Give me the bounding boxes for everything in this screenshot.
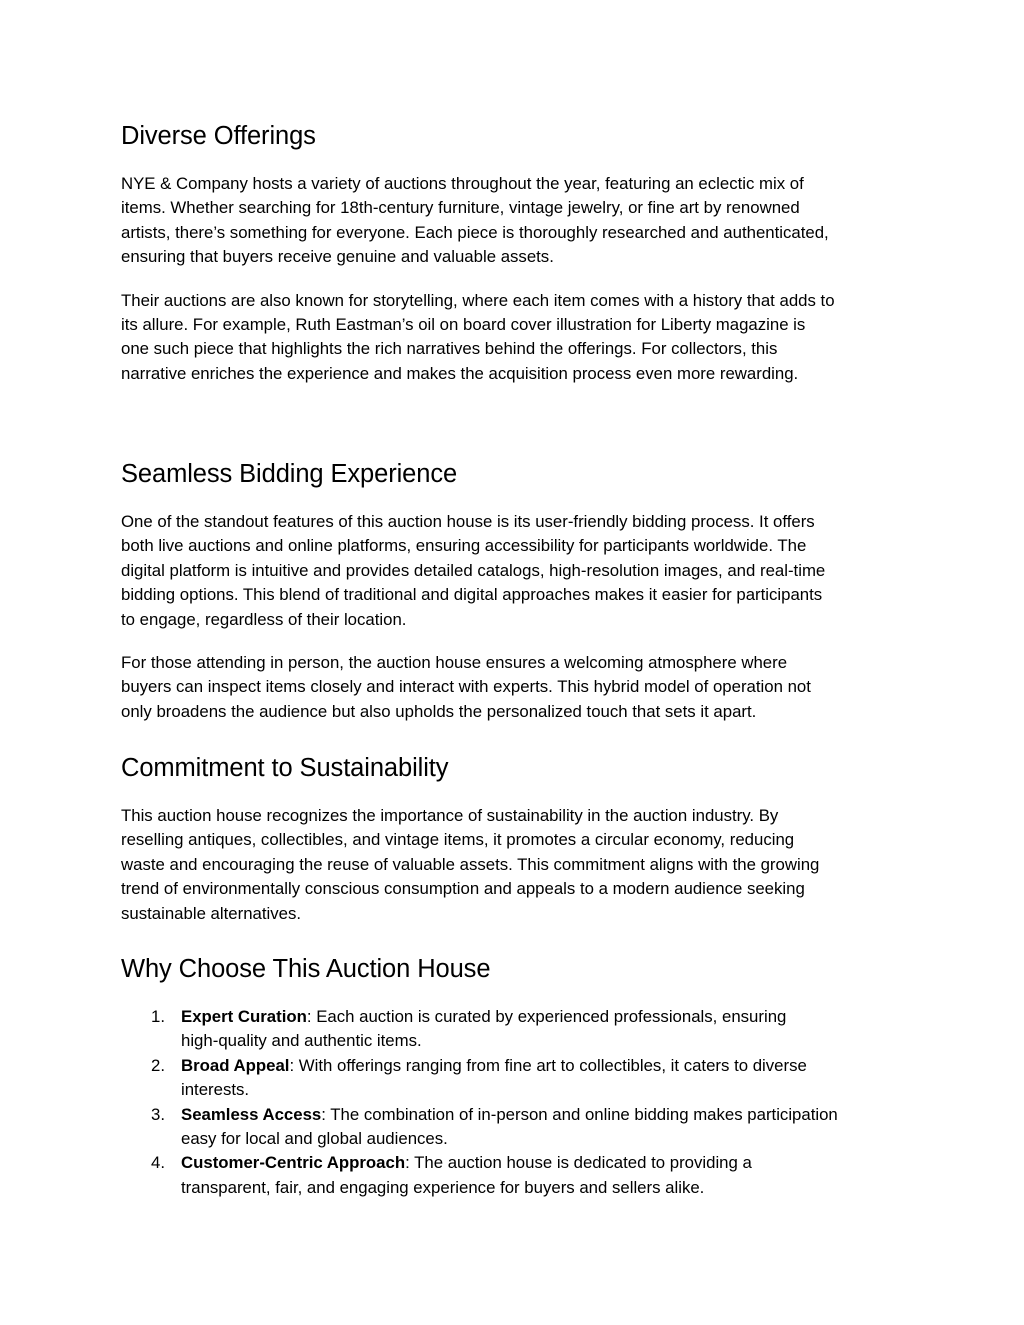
text-line: its allure. For example, Ruth Eastman’s oil on board cover illustration for Liberty magazine is bbox=[121, 315, 806, 335]
list-text: interests. bbox=[181, 1080, 250, 1100]
text-line: one such piece that highlights the rich narratives behind the offerings. For collectors, this bbox=[121, 339, 778, 359]
text-line: buyers can inspect items closely and interact with experts. This hybrid model of operation not bbox=[121, 677, 811, 697]
paragraph bbox=[121, 510, 911, 632]
list-number: 1. bbox=[151, 1007, 165, 1026]
text-line: sustainable alternatives. bbox=[121, 903, 302, 923]
list-number: 2. bbox=[151, 1055, 165, 1075]
section-diverse-offerings bbox=[121, 121, 911, 386]
text-line: digital platform is intuitive and provides detailed catalogs, high-resolution images, and real-time bbox=[121, 560, 826, 580]
list-text: high-quality and authentic items. bbox=[181, 1031, 422, 1051]
list-term: Broad Appeal bbox=[181, 1055, 290, 1075]
reasons-list bbox=[121, 1005, 911, 1200]
list-term: Seamless Access bbox=[181, 1104, 322, 1124]
list-text: : With offerings ranging from fine art to collectibles, it caters to diverse bbox=[289, 1055, 807, 1075]
list-text: : Each auction is curated by experienced professionals, ensuring bbox=[306, 1007, 787, 1026]
list-text: transparent, fair, and engaging experience for buyers and sellers alike. bbox=[181, 1177, 705, 1197]
text-line: reselling antiques, collectibles, and vintage items, it promotes a circular economy, reducing bbox=[121, 830, 795, 850]
list-item bbox=[121, 1005, 911, 1054]
list-number: 4. bbox=[151, 1153, 165, 1173]
paragraph bbox=[121, 172, 911, 270]
list-text: easy for local and global audiences. bbox=[181, 1129, 448, 1149]
text-line: bidding options. This blend of traditional and digital approaches makes it easier for participants bbox=[121, 585, 823, 605]
paragraph bbox=[121, 651, 911, 724]
section-heading: Why Choose This Auction House bbox=[121, 955, 491, 983]
section-heading: Seamless Bidding Experience bbox=[121, 460, 458, 488]
list-term: Expert Curation bbox=[181, 1007, 307, 1026]
text-line: only broadens the audience but also upholds the personalized touch that sets it apart. bbox=[121, 701, 757, 721]
list-text: : The auction house is dedicated to providing a bbox=[405, 1153, 752, 1173]
paragraph bbox=[121, 289, 911, 387]
text-line: NYE & Company hosts a variety of auctions throughout the year, featuring an eclectic mix of bbox=[121, 174, 804, 193]
text-line: For those attending in person, the auction house ensures a welcoming atmosphere where bbox=[121, 653, 788, 673]
section-heading: Commitment to Sustainability bbox=[121, 754, 449, 782]
text-line: ensuring that buyers receive genuine and valuable assets. bbox=[121, 247, 554, 267]
section-seamless-bidding bbox=[121, 459, 911, 724]
section-sustainability bbox=[121, 753, 911, 926]
paragraph bbox=[121, 804, 911, 926]
text-line: narrative enriches the experience and makes the acquisition process even more rewarding. bbox=[121, 363, 799, 383]
list-item bbox=[121, 1151, 911, 1200]
text-line: trend of environmentally conscious consumption and appeals to a modern audience seeking bbox=[121, 879, 805, 899]
section-heading: Diverse Offerings bbox=[121, 122, 316, 150]
text-line: Their auctions are also known for storytelling, where each item comes with a history that adds to bbox=[121, 290, 835, 310]
list-item bbox=[121, 1103, 911, 1152]
list-number: 3. bbox=[151, 1104, 165, 1124]
list-item bbox=[121, 1054, 911, 1103]
text-line: One of the standout features of this auction house is its user-friendly bidding process. It offers bbox=[121, 512, 815, 531]
text-line: This auction house recognizes the importance of sustainability in the auction industry. By bbox=[121, 806, 779, 825]
section-why-choose bbox=[121, 954, 911, 1200]
text-line: items. Whether searching for 18th-century furniture, vintage jewelry, or fine art by renowned bbox=[121, 198, 800, 218]
list-text: : The combination of in-person and online bidding makes participation bbox=[321, 1104, 838, 1124]
text-line: to engage, regardless of their location. bbox=[121, 609, 407, 629]
list-term: Customer-Centric Approach bbox=[181, 1153, 406, 1173]
text-line: artists, there’s something for everyone. Each piece is thoroughly researched and authenticated, bbox=[121, 222, 829, 242]
text-line: both live auctions and online platforms, ensuring accessibility for participants worldwide. The bbox=[121, 536, 807, 556]
text-line: waste and encouraging the reuse of valuable assets. This commitment aligns with the growing bbox=[121, 854, 820, 874]
